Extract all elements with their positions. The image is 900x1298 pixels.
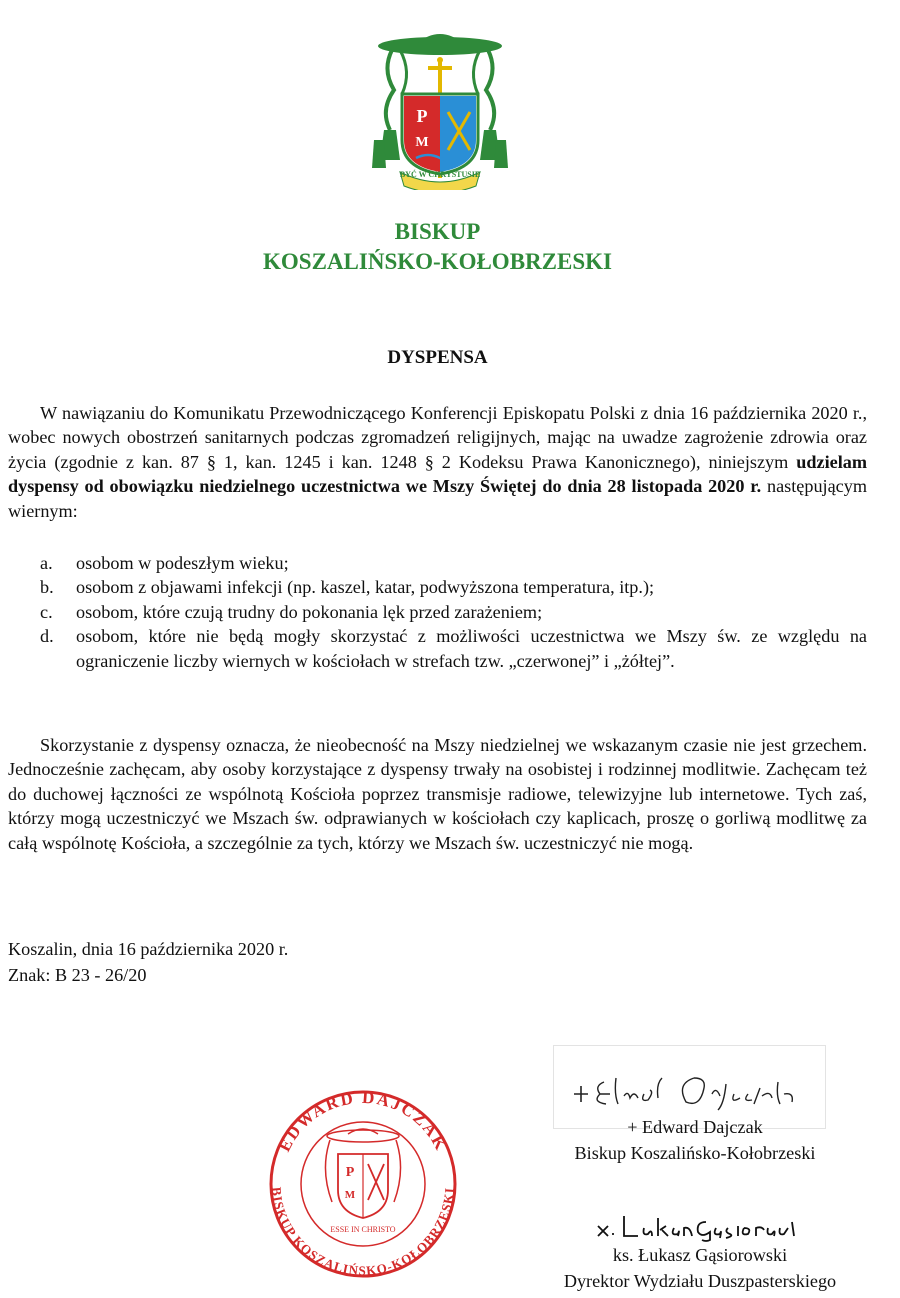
svg-text:BISKUP KOSZALIŃSKO-KOŁOBRZESKI: BISKUP KOSZALIŃSKO-KOŁOBRZESKI [268, 1186, 457, 1278]
bishop-handwritten-signature [564, 1064, 814, 1114]
svg-text:P: P [345, 1165, 355, 1180]
list-item-text: osobom z objawami infekcji (np. kaszel, katar, podwyższona temperatura, itp.); [76, 577, 655, 598]
list-marker: c. [40, 601, 53, 622]
motto-ribbon-text: BYĆ W CHRYSTUSIE [399, 170, 481, 179]
list-item [8, 600, 867, 624]
svg-text:M: M [415, 135, 429, 150]
place-date-block [8, 936, 288, 988]
intro-text-start: W nawiązaniu do Komunikatu Przewodniczącego Konferencji Episkopatu Polski z dnia 16 października 2020 r., wobec nowych obostrzeń sanitarnych podczas zgromadzeń religijnych, mając na uwadze zagrożenie zdrowia oraz życia (zgodnie z kan. 87 § 1, kan. 1245 i kan. 1248 § 2 Kodeksu Prawa Kanonicznego), niniejszym [8, 403, 867, 472]
list-marker: a. [40, 553, 53, 573]
svg-text:M: M [344, 1189, 356, 1201]
bishop-role: Biskup Koszalińsko-Kołobrzeski [574, 1143, 816, 1163]
letterhead-title-line2: KOSZALIŃSKO-KOŁOBRZESKI [263, 249, 612, 274]
list-marker: b. [40, 577, 54, 598]
list-marker: d. [40, 626, 54, 647]
place-date: Koszalin, dnia 16 października 2020 r. [8, 939, 289, 959]
list-item-text: osobom, które nie będą mogły skorzystać z możliwości uczestnictwa we Mszy św. ze względu na ograniczenie liczby wiernych w kościołach w strefach tzw. „czerwonej” i „żółtej”. [76, 626, 867, 671]
svg-text:EDWARD DAJCZAK: EDWARD DAJCZAK [274, 1090, 452, 1155]
official-seal-stamp [258, 1090, 468, 1278]
document-title: DYSPENSA [387, 347, 488, 368]
list-item-text: osobom w podeszłym wieku; [76, 553, 289, 573]
closing-paragraph: Skorzystanie z dyspensy oznacza, że nieobecność na Mszy niedzielnej we wskazanym czasie nie jest grzechem. Jednocześnie zachęcam, aby osoby korzystające z dyspensy trwały na osobistej i rodzinnej modlitwie. Zachęcam też do duchowej łączności ze wspólnotą Kościoła poprzez transmisje radiowe, telewizyjne lub internetowe. Tych zaś, którzy mogą uczestniczyć we Mszach św. odprawianych w kościołach czy kaplicach, proszę o gorliwą modlitwę za całą wspólnotę Kościoła, a szczególnie za tych, którzy we Mszach św. uczestniczyć nie mogą. [8, 735, 867, 853]
list-item [8, 624, 867, 673]
intro-paragraph [8, 401, 867, 523]
list-item-text: osobom, które czują trudny do pokonania lęk przed zarażeniem; [76, 601, 543, 622]
list-item [8, 551, 867, 575]
reference-number: Znak: B 23 - 26/20 [8, 965, 147, 985]
svg-text:P: P [416, 106, 428, 126]
list-item [8, 575, 867, 599]
intro-text-end: następującym wiernym: [8, 476, 867, 521]
priest-handwritten-signature [594, 1208, 804, 1242]
stamp-motto: ESSE IN CHRISTO [330, 1225, 396, 1234]
priest-signature-block [520, 1242, 880, 1294]
dispensation-statement: udzielam dyspensy od obowiązku niedzielnego uczestnictwa we Mszy Świętej do dnia 28 listopada 2020 r. [8, 451, 867, 497]
priest-role: Dyrektor Wydziału Duszpasterskiego [563, 1271, 837, 1291]
coat-of-arms-logo [372, 30, 508, 190]
bishop-signature-block [530, 1114, 860, 1166]
eligible-persons-list [8, 551, 867, 673]
priest-name: ks. Łukasz Gąsiorowski [612, 1245, 788, 1265]
letterhead-title-line1: BISKUP [394, 219, 481, 244]
bishop-name: + Edward Dajczak [627, 1117, 763, 1137]
